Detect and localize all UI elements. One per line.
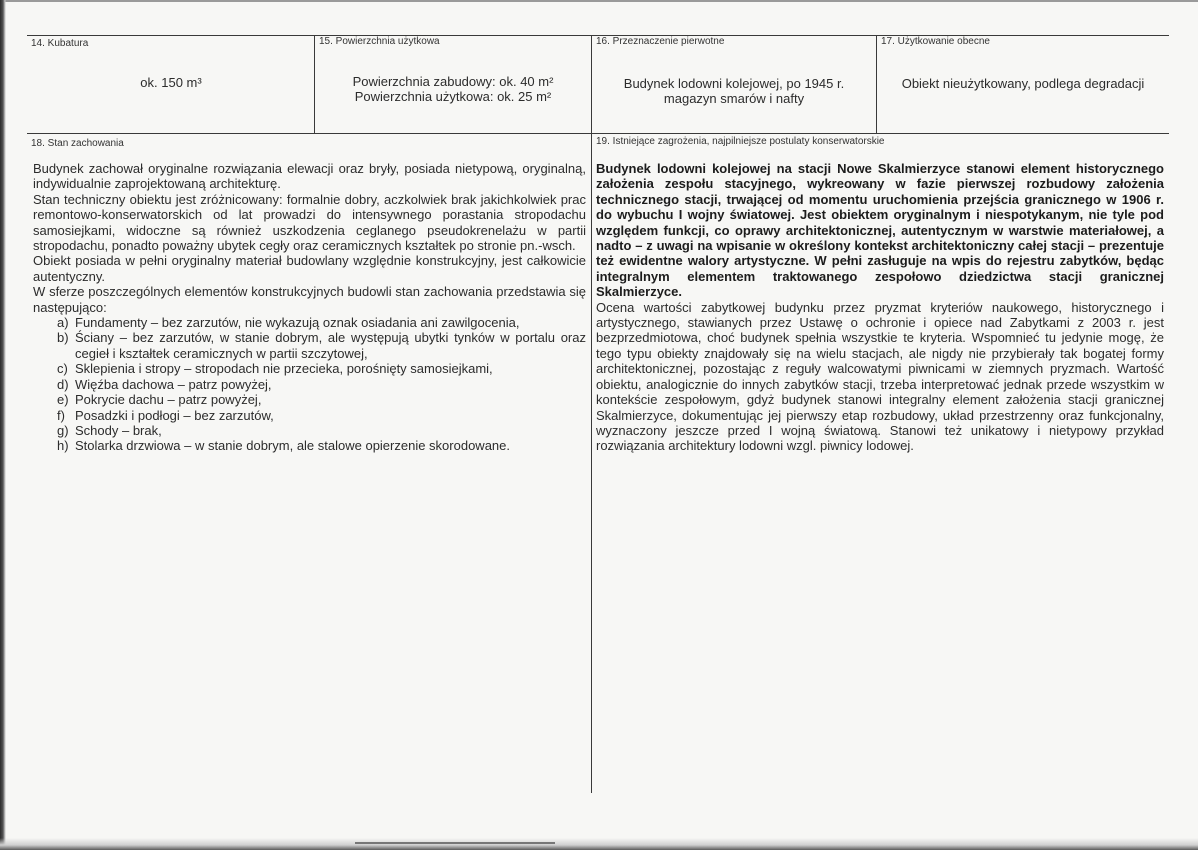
kubatura-label: 14. Kubatura (31, 38, 89, 49)
list-marker: g) (57, 422, 69, 438)
grid-row-divider-line (27, 133, 1169, 134)
stan-paragraph-1: Budynek zachował oryginalne rozwiązania elewacji oraz bryły, posiada nietypową, oryginalną, indywidualnie zaprojektowaną architekturę. (33, 161, 586, 192)
list-item-text: Schody – brak, (75, 422, 162, 438)
uzytkowanie-label: 17. Użytkowanie obecne (881, 36, 990, 47)
list-marker: d) (57, 376, 69, 392)
scan-bottom-mark (355, 842, 555, 844)
scan-top-edge (0, 0, 1198, 2)
list-item-text: Pokrycie dachu – patrz powyżej, (75, 392, 262, 408)
powierzchnia-values (315, 74, 591, 104)
powierzchnia-zabudowy: Powierzchnia zabudowy: ok. 40 m² (352, 74, 554, 89)
list-marker: c) (57, 361, 68, 377)
list-item (33, 423, 586, 438)
stan-element-list (33, 315, 586, 454)
stan-paragraph-3: Obiekt posiada w pełni oryginalny materiał budowlany względnie konstrukcyjny, jest całkowicie autentyczny. (33, 253, 586, 284)
przeznaczenie-line-1: Budynek lodowni kolejowej, po 1945 r. (623, 76, 845, 91)
list-item-text: Fundamenty – bez zarzutów, nie wykazują oznak osiadania ani zawilgocenia, (75, 315, 520, 331)
scan-left-edge (0, 0, 6, 850)
list-item-text: Ściany – bez zarzutów, w stanie dobrym, ale występują ubytki tynków w portalu oraz cegieł i kształtek ceramicznych w partii szczytowej, (75, 330, 586, 361)
powierzchnia-uzytkowa: Powierzchnia użytkowa: ok. 25 m² (354, 89, 552, 104)
przeznaczenie-line-2: magazyn smarów i nafty (663, 91, 805, 106)
list-marker: f) (57, 407, 65, 423)
stan-label: 18. Stan zachowania (31, 138, 124, 149)
zagrozenia-bold-paragraph: Budynek lodowni kolejowej na stacji Nowe Skalmierzyce stanowi element historycznego założenia zespołu stacyjnego, wykreowany w fazie pierwszej rozbudowy założenia technicznego stacji, trwającej od momentu uruchomienia przejścia granicznego w 1906 r. do wybuchu I wojny światowej. Jest obiektem oryginalnym i niespotykanym, nie tyle pod względem funkcji, co oprawy architektonicznej, autentycznym w warstwie materiałowej, a nadto – z uwagi na wpisanie w określony kontekst architektoniczny całej stacji – prezentuje też ewidentne walory artystyczne. W pełni zasługuje na wpis do rejestru zabytków, będąc integralnym elementem traktowanego zespołowo dziedzictwa stacji granicznej Skalmierzyce. (596, 161, 1164, 300)
list-item (33, 408, 586, 423)
list-item (33, 315, 586, 330)
przeznaczenie-label: 16. Przeznaczenie pierwotne (596, 36, 725, 47)
list-marker: b) (57, 330, 69, 346)
zagrozenia-label: 19. Istniejące zagrożenia, najpilniejsze postulaty konserwatorskie (596, 136, 885, 147)
uzytkowanie-value: Obiekt nieużytkowany, podlega degradacji (901, 76, 1145, 91)
list-item (33, 361, 586, 376)
list-item-text: Więźba dachowa – patrz powyżej, (75, 376, 272, 392)
list-item-text: Stolarka drzwiowa – w stanie dobrym, ale stalowe opierzenie skorodowane. (75, 438, 510, 454)
list-item (33, 377, 586, 392)
stan-paragraph-2: Stan techniczny obiektu jest zróżnicowany: formalnie dobry, aczkolwiek brak jakichkolwiek prac remontowo-konserwatorskich od lat prowadzi do intensywnego porastania stropodachu samosiejkami, widoczne są również uszkodzenia ceglanego pseudokrenelażu w partii stropodachu, ponadto poważny ubytek cegły oraz ceramicznych kształtek po stronie pn.-wsch. (33, 191, 586, 254)
list-item-text: Sklepienia i stropy – stropodach nie przecieka, porośnięty samosiejkami, (75, 361, 493, 377)
list-item-text: Posadzki i podłogi – bez zarzutów, (75, 407, 274, 423)
zagrozenia-body (596, 161, 1164, 454)
list-marker: h) (57, 438, 69, 454)
grid-center-divider (591, 35, 592, 793)
powierzchnia-label: 15. Powierzchnia użytkowa (319, 36, 440, 47)
przeznaczenie-values (592, 76, 876, 106)
list-item (33, 438, 586, 453)
scan-bottom-edge (0, 838, 1198, 850)
list-item (33, 392, 586, 407)
list-marker: e) (57, 392, 69, 408)
zagrozenia-paragraph: Ocena wartości zabytkowej budynku przez pryzmat kryteriów naukowego, historycznego i artystycznego, stawianych przez Ustawę o ochronie i opiece nad Zabytkami z 2003 r. jest bezprzedmiotowa, choć budynek spełnia wszystkie te kryteria. Wspomnieć tu jedynie mogę, że tego typu obiekty znajdowały się na wielu stacjach, ale nigdy nie przybierały tak bogatej formy architektonicznej, pozostając z reguły walcowatymi piwnicami w ziemnych pryzmach. Wartość obiektu, analogicznie do innych zabytków stacji, trzeba interpretować jednak przede wszystkim w kontekście zespołowym, gdyż budynek stanowi integralny element założenia stacji granicznej Skalmierzyce, dokumentując jej pierwszy etap rozbudowy, układ przestrzenny oraz funkcjonalny, wyznaczony jeszcze przed I wojną światową. Stanowi też unikatowy i nietypowy przykład rozwiązania architektury lodowni wzgl. piwnicy lodowej. (596, 299, 1164, 454)
stan-paragraph-4: W sferze poszczególnych elementów konstrukcyjnych budowli stan zachowania przedstawia się następująco: (33, 284, 586, 315)
list-marker: a) (57, 315, 69, 331)
stan-body (33, 161, 586, 454)
list-item (33, 330, 586, 361)
kubatura-value: ok. 150 m³ (140, 75, 202, 90)
